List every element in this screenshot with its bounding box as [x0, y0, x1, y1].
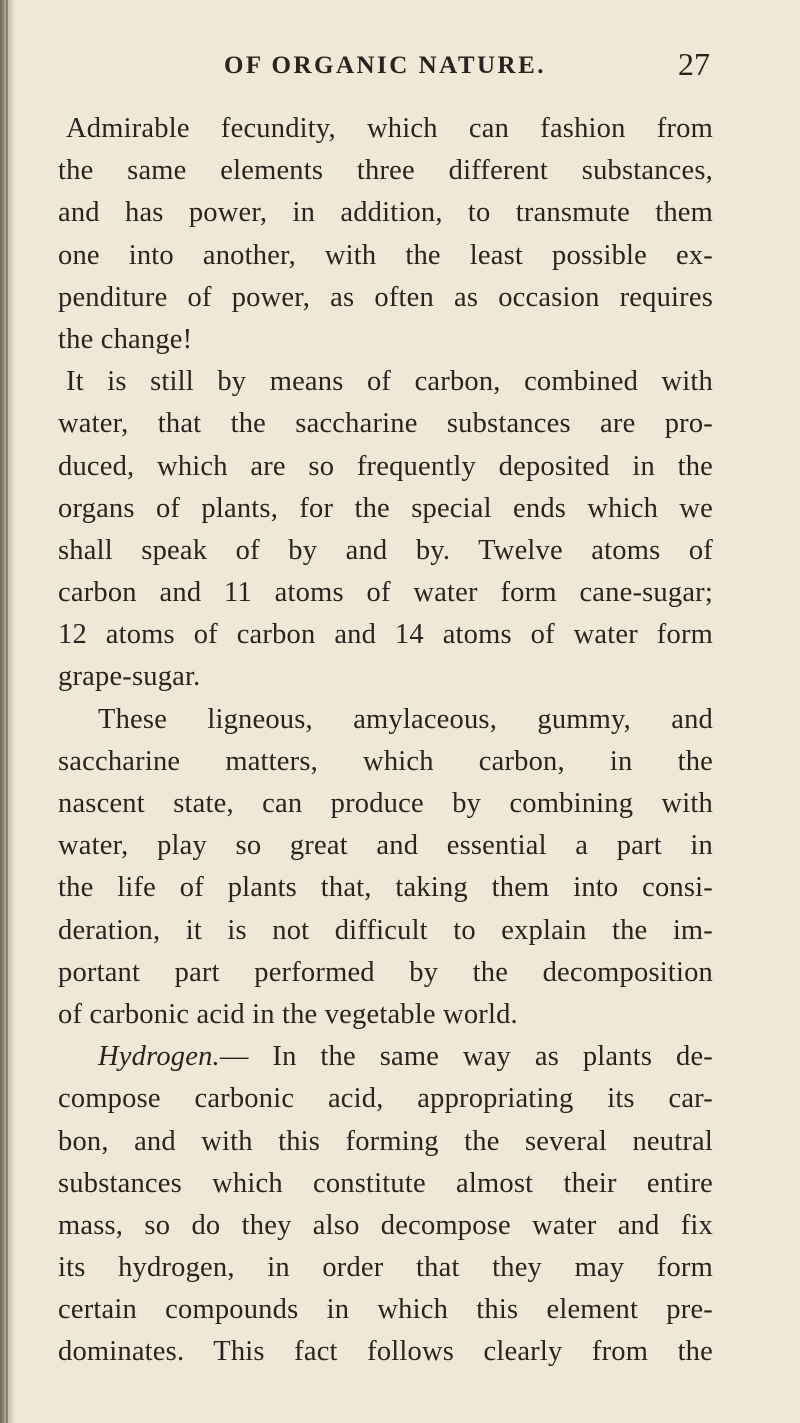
running-head [60, 46, 710, 90]
text-line: These ligneous, amylaceous, gummy, and [98, 703, 713, 735]
text-line: water, that the saccharine substances are pro- [58, 408, 713, 440]
text-line: deration, it is not difficult to explain the im- [58, 914, 713, 946]
text-line: bon, and with this forming the several neutral [58, 1125, 713, 1157]
page-number: 27 [678, 46, 710, 82]
text-line-rest: — In the same way as plants de- [219, 1041, 713, 1073]
text-line: Admirable fecundity, which can fashion from [66, 113, 713, 144]
text-line: shall speak of by and by. Twelve atoms of [58, 534, 713, 566]
text-line: carbon and 11 atoms of water form cane-sugar; [58, 577, 713, 609]
text-line: dominates. This fact follows clearly from the [58, 1336, 713, 1368]
text-line: its hydrogen, in order that they may form [58, 1252, 713, 1284]
text-line: of carbonic acid in the vegetable world. [58, 998, 518, 1030]
section-heading-hydrogen: Hydrogen. [98, 1041, 220, 1073]
section-line [58, 1036, 713, 1078]
text-line: 12 atoms of carbon and 14 atoms of water form [58, 619, 713, 651]
text-line: and has power, in addition, to transmute them [58, 197, 713, 229]
text-line: the change! [58, 323, 193, 355]
text-line: one into another, with the least possible ex- [58, 239, 713, 271]
text-line: the same elements three different substances, [58, 155, 713, 187]
running-title: OF ORGANIC NATURE. [223, 52, 547, 79]
text-line: substances which constitute almost their entire [58, 1167, 713, 1199]
text-line: mass, so do they also decompose water and fix [58, 1209, 713, 1241]
text-line: duced, which are so frequently deposited in the [58, 450, 713, 482]
text-line: compose carbonic acid, appropriating its car- [58, 1083, 713, 1115]
text-line: organs of plants, for the special ends which we [58, 492, 713, 524]
text-line: penditure of power, as often as occasion requires [58, 281, 713, 313]
text-line: grape-sugar. [58, 661, 201, 693]
text-line: nascent state, can produce by combining with [58, 788, 713, 819]
text-line: It is still by means of carbon, combined with [66, 366, 713, 398]
body-text [58, 108, 713, 1374]
text-line: portant part performed by the decomposition [58, 956, 713, 988]
text-line: certain compounds in which this element pre- [58, 1294, 713, 1326]
text-line: the life of plants that, taking them into consi- [58, 872, 713, 904]
text-line: saccharine matters, which carbon, in the [58, 745, 713, 777]
text-line: water, play so great and essential a part in [58, 830, 713, 862]
